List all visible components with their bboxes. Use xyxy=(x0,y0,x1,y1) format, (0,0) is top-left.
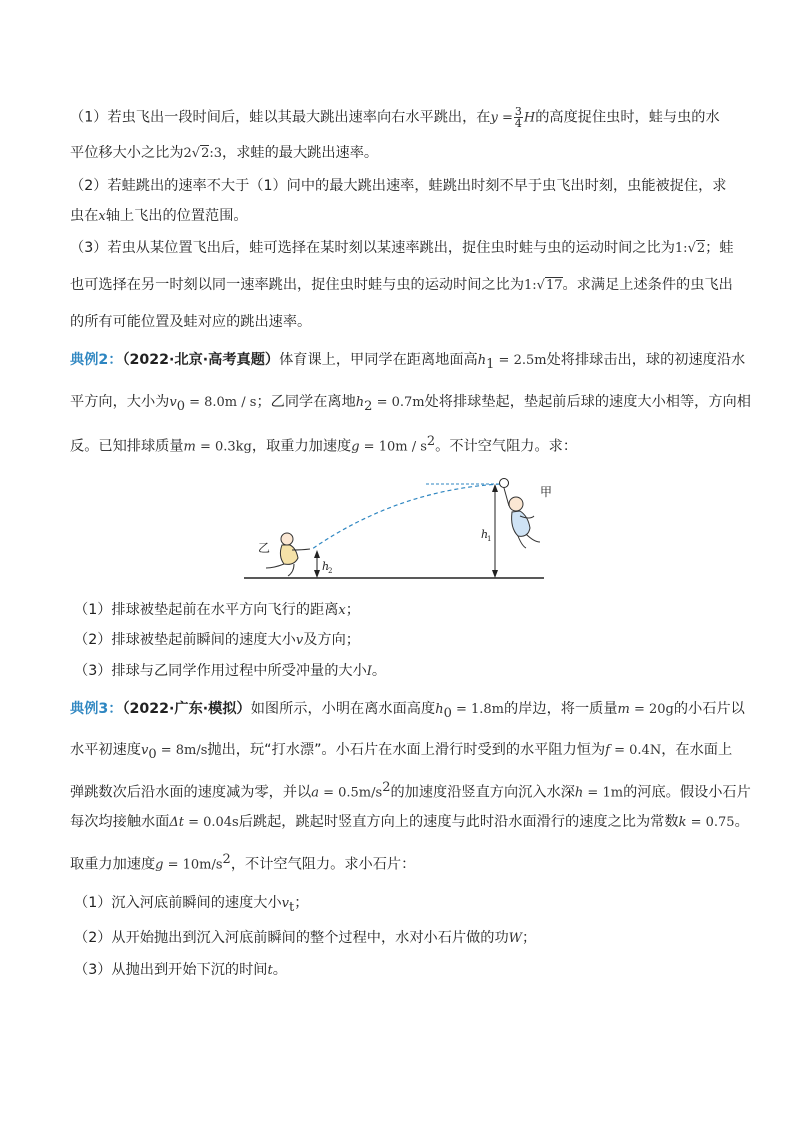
q1-line-3 xyxy=(70,176,727,196)
text: 体育课上，甲同学在距离地面高 xyxy=(279,352,478,368)
text: 。 xyxy=(272,962,287,978)
sqrt: √17 xyxy=(536,278,563,293)
text: （3）排球与乙同学作用过程中所受冲量的大小 xyxy=(74,663,367,679)
text: 取重力加速度 xyxy=(70,856,156,873)
text: 处将排球垫起，垫起前后球的速度大小相等，方向相 xyxy=(424,394,751,410)
text: ；蛙 xyxy=(705,240,734,256)
volleyball-figure xyxy=(238,472,553,584)
h1-label-sub: 1 xyxy=(487,535,492,543)
math: = 1.8m xyxy=(451,702,505,717)
math: v xyxy=(140,743,149,758)
ex3-line-4 xyxy=(70,812,749,833)
math: y = xyxy=(490,110,513,126)
math: Δt xyxy=(169,815,184,830)
math: g xyxy=(351,439,360,455)
math: = 0.7m xyxy=(372,395,425,410)
sqrt: √2 xyxy=(191,146,210,161)
player-yi xyxy=(266,533,310,576)
sqrt-arg: 2 xyxy=(201,146,210,161)
text: ； xyxy=(522,930,537,946)
math: 1: xyxy=(674,241,688,256)
q1-line-2 xyxy=(70,143,378,164)
math: = 2.5m xyxy=(494,353,547,368)
math: h xyxy=(355,395,365,410)
h2-arrow-head-bottom xyxy=(314,570,320,578)
player-jia xyxy=(504,488,540,548)
text: （2）排球被垫起前瞬间的速度大小 xyxy=(74,632,296,648)
math: k xyxy=(678,815,687,830)
ex2-sub-3 xyxy=(74,661,386,682)
text: 的岸边，将一质量 xyxy=(504,701,618,717)
text: 如图所示，小明在离水面高度 xyxy=(250,701,436,717)
text: 的河底。假设小石片 xyxy=(623,784,751,801)
trajectory-curve xyxy=(312,484,500,549)
text: （2）若蛙跳出的速率不大于（1）问中的最大跳出速率，蛙跳出时刻不早于虫飞出时刻，虫能被捉住，求 xyxy=(70,178,727,194)
math-sub: 0 xyxy=(443,705,452,721)
h2-arrow-head-top xyxy=(314,550,320,558)
text: 。 xyxy=(734,814,749,830)
ex2-line-2 xyxy=(70,392,751,417)
example-source: （2022·广东·模拟） xyxy=(122,701,251,717)
h1-arrow-head-bottom xyxy=(492,570,498,578)
math: = 0.75 xyxy=(686,815,735,830)
text: （3）若虫从某位置飞出后，蛙可选择在某时刻以某速率跳出，捉住虫时蛙与虫的运动时间之比为 xyxy=(70,240,675,256)
math: a xyxy=(311,785,319,801)
text: ，求蛙的最大跳出速率。 xyxy=(222,145,379,161)
h2-label: h xyxy=(322,560,330,573)
text: 平位移大小之比为 xyxy=(70,145,184,161)
sqrt-arg: 2 xyxy=(696,241,706,256)
ex2-line-3 xyxy=(70,432,577,458)
example-source: （2022·北京·高考真题） xyxy=(122,352,280,368)
math: = 0.5m/s xyxy=(318,785,383,801)
math-sup: 2 xyxy=(222,852,231,867)
text: 的高度捉住虫时，蛙与虫的水 xyxy=(535,109,720,126)
math-sub: 1 xyxy=(486,356,495,372)
math: = 0.04s xyxy=(183,815,239,830)
math-sup: 2 xyxy=(382,780,391,795)
text: 处将排球击出，球的初速度沿水 xyxy=(546,352,746,368)
text: ，在水面上 xyxy=(661,742,733,758)
text: 弹跳数次后沿水面的速度减为零，并以 xyxy=(70,784,312,801)
text: 每次均接触水面 xyxy=(70,814,170,830)
math: 2 xyxy=(183,146,192,161)
math: = 20g xyxy=(629,702,674,717)
math-sub: t xyxy=(289,899,295,915)
math: = 8m/s xyxy=(156,743,208,758)
text: 轴上飞出的位置范围。 xyxy=(105,208,248,224)
math: = 1m xyxy=(583,785,624,801)
label-yi: 乙 xyxy=(258,541,271,555)
h1-arrow-head-top xyxy=(492,484,498,492)
text: 虫在 xyxy=(70,208,99,224)
math: h xyxy=(477,353,487,368)
math: m xyxy=(183,439,196,455)
math: = 10m/s xyxy=(163,857,223,873)
q1-line-4 xyxy=(70,206,248,227)
text: 及方向； xyxy=(303,632,360,648)
math: h xyxy=(574,785,584,801)
math: = 0.3kg xyxy=(195,439,252,455)
volleyball xyxy=(500,479,509,488)
math: v xyxy=(169,395,177,410)
math: = 8.0m / s xyxy=(184,395,257,410)
math: v xyxy=(295,633,304,648)
ex2-sub-2 xyxy=(74,630,360,651)
text: 的所有可能位置及蛙对应的跳出速率。 xyxy=(70,314,312,330)
q1-line-7 xyxy=(70,312,311,332)
text: 的加速度沿竖直方向沉入水深 xyxy=(390,784,575,801)
ex3-sub-3 xyxy=(74,960,287,981)
text: 反。已知排球质量 xyxy=(70,438,184,455)
ex2-sub-1 xyxy=(74,600,360,621)
q1-line-6 xyxy=(70,275,733,296)
math: I xyxy=(366,664,372,679)
math: m xyxy=(617,702,630,717)
math: :3 xyxy=(209,146,223,161)
ex2-line-1 xyxy=(70,350,745,375)
example-label: 典例3： xyxy=(70,701,123,717)
math: g xyxy=(155,857,164,873)
text: 。求满足上述条件的虫飞出 xyxy=(562,277,733,293)
math-sub: 0 xyxy=(148,746,157,762)
math: W xyxy=(508,931,523,946)
ex3-sub-1 xyxy=(74,893,308,918)
math: h xyxy=(435,702,444,717)
text: 。不计空气阻力。求： xyxy=(435,438,578,455)
ex3-sub-2 xyxy=(74,928,536,949)
ex3-line-1 xyxy=(70,699,745,724)
text: ； xyxy=(345,602,360,618)
sqrt-arg: 17 xyxy=(545,278,563,293)
math: x xyxy=(98,209,106,224)
text: 。 xyxy=(371,663,387,679)
ex3-line-2 xyxy=(70,740,732,765)
text: ；乙同学在离地 xyxy=(256,394,356,410)
text: ，不计空气阻力。求小石片： xyxy=(230,856,416,873)
text: （2）从开始抛出到沉入河底前瞬间的整个过程中，水对小石片做的功 xyxy=(74,930,509,946)
math: x xyxy=(338,603,346,618)
math: = 0.4N xyxy=(609,743,662,758)
text: 水平初速度 xyxy=(70,742,141,758)
h1-label: h xyxy=(481,528,489,541)
example-label: 典例2： xyxy=(70,352,123,368)
text: 平方向，大小为 xyxy=(70,394,170,410)
math: v xyxy=(281,896,290,911)
text: （1）沉入河底前瞬间的速度大小 xyxy=(74,895,282,911)
frac-den: 4 xyxy=(514,117,522,130)
text: 也可选择在另一时刻以同一速率跳出，捉住虫时蛙与虫的运动时间之比为 xyxy=(70,277,525,293)
frac-num: 3 xyxy=(514,105,522,118)
q1-line-1 xyxy=(70,106,720,129)
sqrt: √2 xyxy=(687,241,706,256)
text: （3）从抛出到开始下沉的时间 xyxy=(74,962,268,978)
math-sub: 2 xyxy=(364,398,373,414)
math: = 10m / s xyxy=(359,439,427,455)
text: ，取重力加速度 xyxy=(251,438,352,455)
ex3-line-5 xyxy=(70,850,415,876)
text: 抛出，玩“打水漂”。小石片在水面上滑行时受到的水平阻力恒为 xyxy=(207,742,606,758)
math: f xyxy=(605,743,610,758)
text: （1）若虫飞出一段时间后，蛙以其最大跳出速率向右水平跳出，在 xyxy=(70,109,491,126)
math-sup: 2 xyxy=(426,434,436,449)
math-sub: 0 xyxy=(176,398,185,414)
q1-line-5 xyxy=(70,238,734,259)
text: 后跳起，跳起时竖直方向上的速度与此时沿水面滑行的速度之比为常数 xyxy=(238,814,679,830)
ex3-line-3 xyxy=(70,778,751,804)
math: H xyxy=(523,110,536,126)
text: ； xyxy=(294,895,309,911)
fraction xyxy=(514,106,523,129)
text: 的小石片以 xyxy=(673,701,745,717)
math: t xyxy=(267,963,273,978)
label-jia: 甲 xyxy=(540,485,553,499)
text: （1）排球被垫起前在水平方向飞行的距离 xyxy=(74,602,339,618)
h2-label-sub: 2 xyxy=(328,567,333,575)
math: 1: xyxy=(524,278,537,293)
